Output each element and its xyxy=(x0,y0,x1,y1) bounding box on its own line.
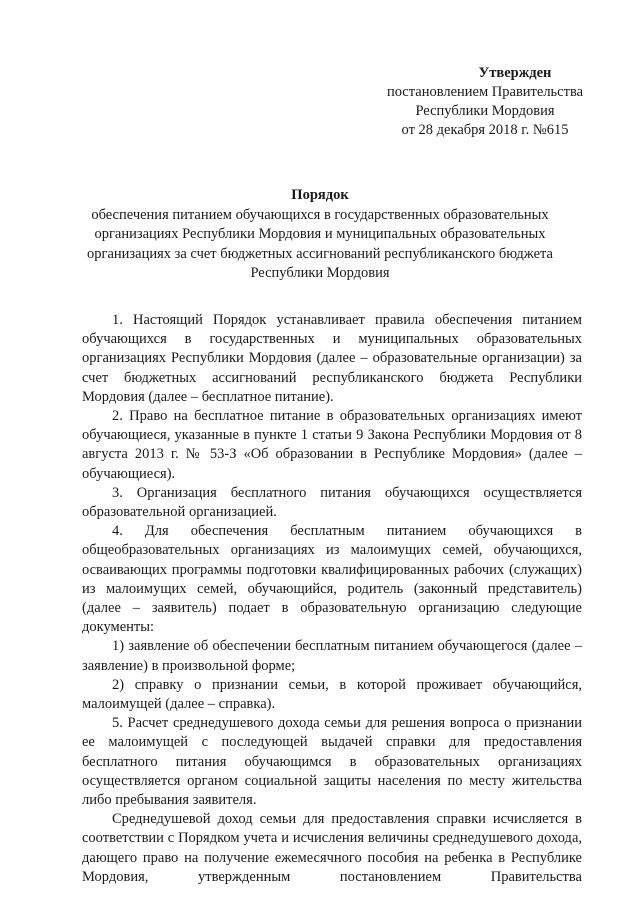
approval-line-1: постановлением Правительства xyxy=(386,84,584,100)
document-title: Порядок xyxy=(291,187,349,203)
paragraph-4: 4. Для обеспечения бесплатным питанием обучающихся в общеобразовательных организациях из малоимущих семей, обучающихся, осваивающих программы подготовки квалифицированных рабочих (служащих) из малоимущих семей, обучающийся, родитель (законный представитель) (далее – заявитель) подает в образовательную организацию следующие документы: xyxy=(82,523,582,636)
document-heading xyxy=(60,186,580,284)
paragraph-1: 1. Настоящий Порядок устанавливает правила обеспечения питанием обучающихся в государственных и муниципальных образовательных организациях Республики Мордовия (далее – образовательные организации) за счет бюджетных ассигнований республиканского бюджета Республики Мордовия (далее – бесплатное питание). xyxy=(82,312,582,405)
paragraph-3: 3. Организация бесплатного питания обучающихся осуществляется образовательной организацией. xyxy=(82,484,582,521)
document-subtitle: обеспечения питанием обучающихся в государственных образовательных организациях Республики Мордовия и муниципальных образовательных организациях за счет бюджетных ассигнований республиканского бюджета Республики Мордовия xyxy=(87,206,553,281)
approval-title: Утвержден xyxy=(478,65,552,81)
approval-block xyxy=(370,64,600,140)
paragraph-4-item-1: 1) заявление об обеспечении бесплатным питанием обучающегося (далее – заявление) в произвольной форме; xyxy=(82,638,582,674)
document-body xyxy=(82,311,582,887)
paragraph-2: 2. Право на бесплатное питание в образовательных организациях имеют обучающиеся, указанные в пункте 1 статьи 9 Закона Республики Мордовия от 8 августа 2013 г. № 53-З «Об образовании в Республике Мордовия» (далее – обучающиеся). xyxy=(82,408,582,482)
approval-line-2: Республики Мордовия xyxy=(415,103,555,119)
paragraph-6: Среднедушевой доход семьи для предоставления справки исчисляется в соответствии с Порядком учета и исчисления величины среднедушевого дохода, дающего право на получение ежемесячного пособия на ребенка в Республике Мордовия, утвержденным постановлением Правительства xyxy=(82,811,582,885)
approval-line-3: от 28 декабря 2018 г. №615 xyxy=(401,122,569,138)
paragraph-5: 5. Расчет среднедушевого дохода семьи для решения вопроса о признании ее малоимущей с последующей выдачей справки для предоставления бесплатного питания обучающимся в образовательных организациях осуществляется органом социальной защиты населения по месту жительства либо пребывания заявителя. xyxy=(82,715,582,809)
paragraph-4-item-2: 2) справку о признании семьи, в которой проживает обучающийся, малоимущей (далее – справка). xyxy=(82,676,582,713)
